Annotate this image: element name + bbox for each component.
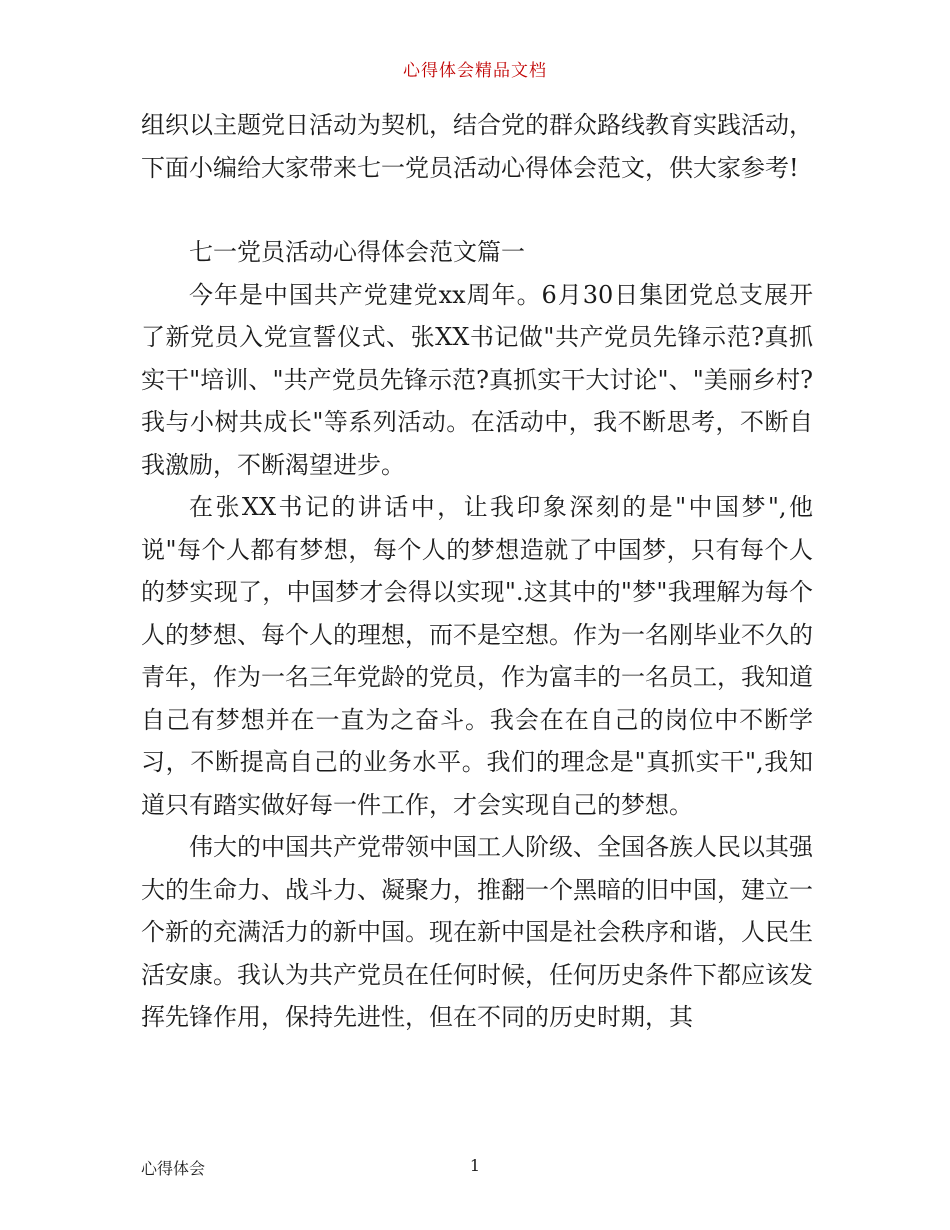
body-paragraph-1: 今年是中国共产党建党xx周年。6月30日集团党总支展开了新党员入党宣誓仪式、张XX书记做"共产党员先锋示范?真抓实干"培训、"共产党员先锋示范?真抓实干大讨论"、"美丽乡村?我与小树共成长"等系列活动。在活动中，我不断思考，不断自我激励，不断渴望进步。 [141,280,813,479]
page-header-title: 心得体会精品文档 [403,61,547,81]
intro-paragraph: 组织以主题党日活动为契机，结合党的群众路线教育实践活动，下面小编给大家带来七一党员活动心得体会范文，供大家参考! [141,111,813,182]
document-body [141,104,813,1039]
paragraph-spacer [141,189,813,231]
body-paragraph-3: 伟大的中国共产党带领中国工人阶级、全国各族人民以其强大的生命力、战斗力、凝聚力，推翻一个黑暗的旧中国，建立一个新的充满活力的新中国。现在新中国是社会秩序和谐，人民生活安康。我认为共产党员在任何时候，任何历史条件下都应该发挥先锋作用，保持先进性，但在不同的历史时期，其 [141,833,813,1031]
footer-label: 心得体会 [141,1159,206,1178]
page-number: 1 [469,1156,481,1175]
section-title: 七一党员活动心得体会范文篇一 [189,238,525,266]
body-paragraph-2: 在张XX书记的讲话中，让我印象深刻的是"中国梦",他说"每个人都有梦想，每个人的梦想造就了中国梦，只有每个人的梦实现了，中国梦才会得以实现".这其中的"梦"我理解为每个人的梦想、每个人的理想，而不是空想。作为一名刚毕业不久的青年，作为一名三年党龄的党员，作为富丰的一名员工，我知道自己有梦想并在一直为之奋斗。我会在在自己的岗位中不断学习，不断提高自己的业务水平。我们的理念是"真抓实干",我知道只有踏实做好每一件工作，才会实现自己的梦想。 [141,493,813,819]
